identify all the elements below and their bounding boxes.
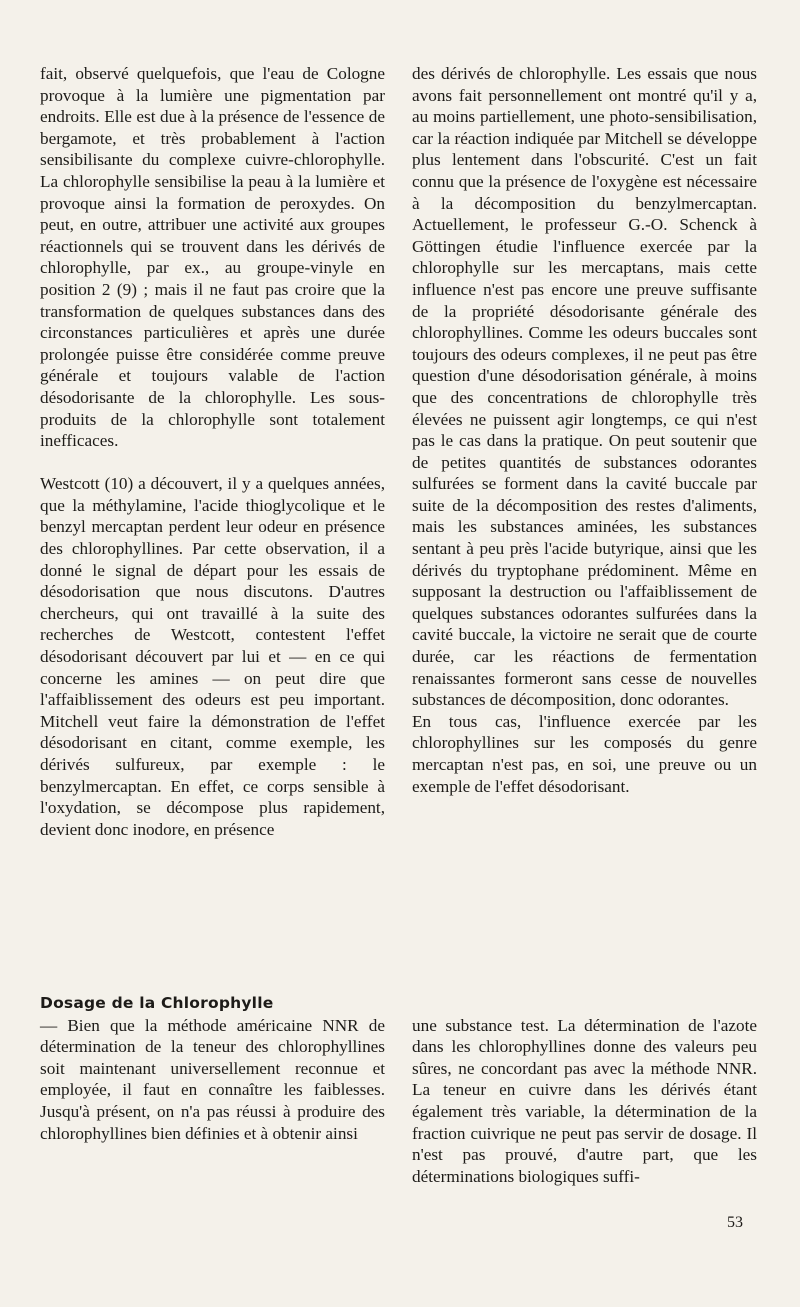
paragraph-dosage-left: — Bien que la méthode américaine NNR de détermination de la teneur des chlorophyllines soit maintenant universellement reconnue et employée, il faut en connaître les faiblesses. Jusqu'à présent, on n'a pas réussi à produire des chlorophyllines bien définies et à obtenir ainsi: [40, 1015, 385, 1143]
paragraph-pigmentation: fait, observé quelquefois, que l'eau de Cologne provoque à la lumière une pigmentation par endroits. Elle est due à la présence de l'essence de bergamote, et très probablement à l'action sensibilisante du complexe cuivre-chlorophylle. La chlorophylle sensibilise la peau à la lumière et provoque ainsi la formation de peroxydes. On peut, en outre, attribuer une activité aux groupes réactionnels qui se trouvent dans les dérivés de chlorophylle, par ex., au groupe-vinyle en position 2 (9) ; mais il ne faut pas croire que la transformation de quelques substances dans des circonstances particulières et après une durée prolongée puisse être considérée comme preuve générale et toujours valable de l'action désodorisante de la chlorophylle. Les sous-produits de la chlorophylle sont totalement inefficaces.: [40, 64, 385, 451]
section-heading: Dosage de la Chlorophylle: [40, 994, 274, 1012]
column-bottom-left: [40, 993, 385, 1144]
paragraph-mercaptan: En tous cas, l'influence exercée par les chlorophyllines sur les composés du genre mercaptan n'est pas, en soi, une preuve ou un exemple de l'effet désodorisant.: [412, 711, 757, 796]
paragraph-dosage-right: une substance test. La détermination de l'azote dans les chlorophyllines donne des valeurs peu sûres, ne concordant pas avec la méthode NNR. La teneur en cuivre dans les dérivés étant également très variable, la détermination de la fraction cuivrique ne peut pas servir de dosage. Il n'est pas prouvé, d'autre part, que les déterminations biologiques suffi-: [412, 1015, 757, 1186]
column-top-right: [412, 63, 757, 797]
paragraph-westcott: Westcott (10) a découvert, il y a quelques années, que la méthylamine, l'acide thioglycolique et le benzyl mercaptan perdent leur odeur en présence des chlorophyllines. Par cette observation, il a donné le signal de départ pour les essais de désodorisation que nous discutons. D'autres chercheurs, qui ont travaillé à la suite des recherches de Westcott, contestent l'effet désodorisant découvert par lui et — en ce qui concerne les amines — on peut dire que l'affaiblissement des odeurs est peu important. Mitchell veut faire la démonstration de l'effet désodorisant en citant, comme exemple, les dérivés sulfureux, par exemple : le benzylmercaptan. En effet, ce corps sensible à l'oxydation, se décompose plus rapidement, devient donc inodore, en présence: [40, 474, 385, 839]
page-number: 53: [727, 1214, 743, 1231]
column-bottom-right: [412, 993, 757, 1187]
paragraph-photosensibilisation: des dérivés de chlorophylle. Les essais que nous avons fait personnellement ont montré qu'il y a, au moins partiellement, une photo-sensibilisation, car la réaction indiquée par Mitchell se développe plus lentement dans l'obscurité. C'est un fait connu que la présence de l'oxygène est nécessaire à la décomposition du benzylmercaptan. Actuellement, le professeur G.-O. Schenck à Göttingen étudie l'influence exercée par la chlorophylle sur les mercaptans, mais cette influence n'est pas encore une preuve suffisante de la propriété désodorisante générale des chlorophyllines. Comme les odeurs buccales sont toujours des odeurs complexes, il ne peut pas être question d'une désodorisation générale, à moins que des concentrations de chlorophylle très élevées ne puissent agir longtemps, ce qui n'est pas le cas dans la pratique. On peut soutenir que de petites quantités de substances odorantes sulfurées se forment dans la cavité buccale par suite de la décomposition des restes d'aliments, mais les substances aminées, les substances sentant à peu près l'acide butyrique, ainsi que les dérivés du tryptophane prédominent. Même en supposant la destruction ou l'affaiblissement de quelques substances odorantes sulfurées dans la cavité buccale, la victoire ne serait que de courte durée, car les réactions de fermentation renaissantes formeront sans cesse de nouvelles substances de décomposition, donc odorantes.: [412, 64, 757, 710]
column-top-left: [40, 63, 385, 840]
